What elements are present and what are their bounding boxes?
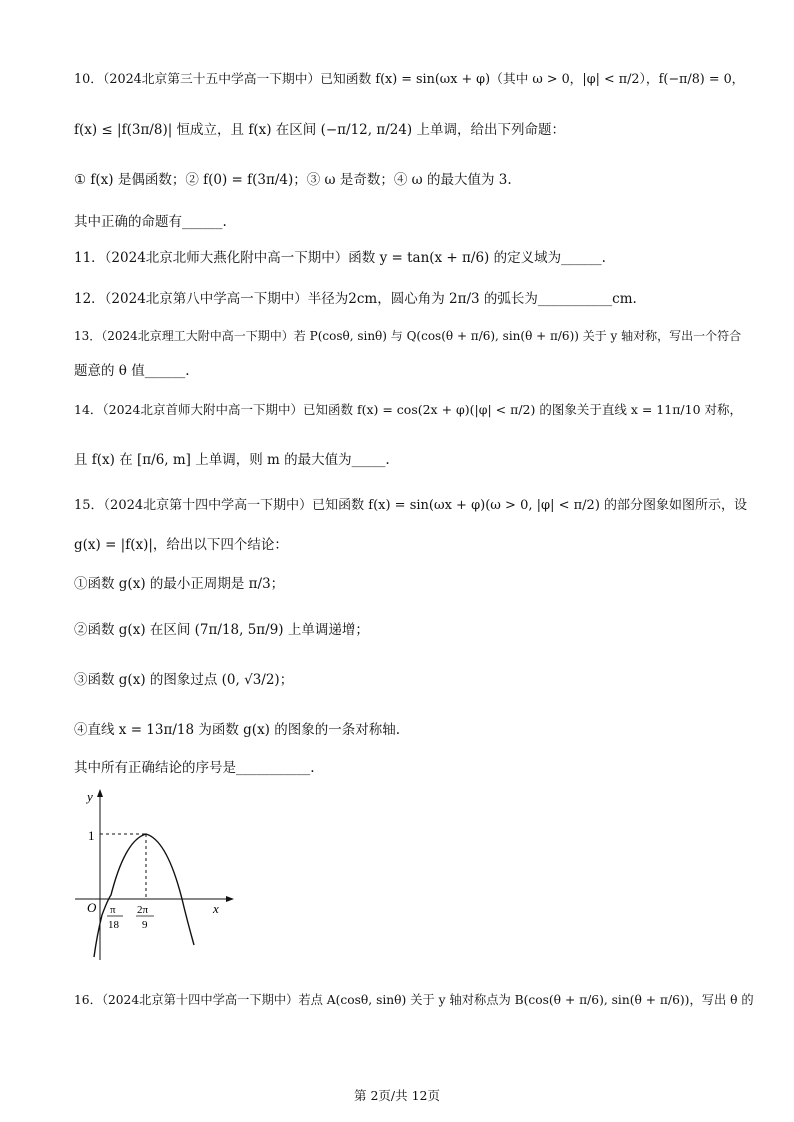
tick-2-denominator: 9 <box>142 919 148 931</box>
problem-15-conclusion-3: ③函数 g(x) 的图象过点 (0, √3/2)； <box>74 672 294 688</box>
origin-label: O <box>87 900 97 915</box>
problem-15-line-1: 15．（2024北京第十四中学高一下期中）已知函数 f(x) = sin(ωx + φ)(ω > 0, |φ| < π/2) 的部分图象如图所示，设 <box>74 498 748 513</box>
problem-15-line-last: 其中所有正确结论的序号是___________. <box>74 760 315 776</box>
problem-10-line-3: ① f(x) 是偶函数；② f(0) = f(3π/4)；③ ω 是奇数；④ ω 的最大值为 3. <box>74 172 512 188</box>
x-axis-arrow <box>226 896 234 902</box>
tick-1-denominator: 18 <box>108 919 119 931</box>
y-axis-arrow <box>97 789 103 797</box>
sine-graph-figure <box>70 785 240 965</box>
x-axis-label: x <box>213 901 219 916</box>
problem-12-line-1: 12．（2024北京第八中学高一下期中）半径为2cm，圆心角为 2π/3 的弧长为___________cm. <box>74 291 637 307</box>
problem-11-line-1: 11．（2024北京北师大燕化附中高一下期中）函数 y = tan(x + π/6) 的定义域为______. <box>74 250 606 266</box>
problem-13-line-2: 题意的 θ 值______. <box>74 363 190 379</box>
tick-1-numerator: π <box>110 904 116 916</box>
problem-13-line-1: 13．（2024北京理工大附中高一下期中）若 P(cosθ, sinθ) 与 Q(cos(θ + π/6), sin(θ + π/6)) 关于 y 轴对称，写出一个符合 <box>74 329 742 343</box>
problem-15-conclusion-2: ②函数 g(x) 在区间 (7π/18, 5π/9) 上单调递增； <box>74 622 369 638</box>
tick-2-numerator: 2π <box>137 904 149 916</box>
problem-14-line-2: 且 f(x) 在 [π/6, m] 上单调，则 m 的最大值为_____. <box>74 452 390 468</box>
problem-10-line-1: 10．（2024北京第三十五中学高一下期中）已知函数 f(x) = sin(ωx + φ)（其中 ω > 0，|φ| < π/2），f(−π/8) = 0， <box>74 72 745 87</box>
page-footer: 第 2页/共 12页 <box>353 1088 441 1103</box>
problem-10-line-4: 其中正确的命题有______. <box>74 214 227 230</box>
y-axis-label: y <box>87 789 93 804</box>
problem-15-conclusion-1: ①函数 g(x) 的最小正周期是 π/3； <box>74 576 285 592</box>
problem-15-conclusion-4: ④直线 x = 13π/18 为函数 g(x) 的图象的一条对称轴. <box>74 722 401 738</box>
problem-16-line-1: 16．（2024北京第十四中学高一下期中）若点 A(cosθ, sinθ) 关于 y 轴对称点为 B(cos(θ + π/6), sin(θ + π/6))，写出 θ 的 <box>74 993 754 1007</box>
problem-10-line-2: f(x) ≤ |f(3π/8)| 恒成立，且 f(x) 在区间 (−π/12, π/24) 上单调，给出下列命题： <box>74 122 565 138</box>
peak-value-label: 1 <box>88 828 95 843</box>
problem-15-line-2: g(x) = |f(x)|，给出以下四个结论： <box>74 537 288 553</box>
problem-14-line-1: 14．（2024北京首师大附中高一下期中）已知函数 f(x) = cos(2x + φ)(|φ| < π/2) 的图象关于直线 x = 11π/10 对称， <box>74 402 743 417</box>
sine-curve <box>94 834 194 957</box>
